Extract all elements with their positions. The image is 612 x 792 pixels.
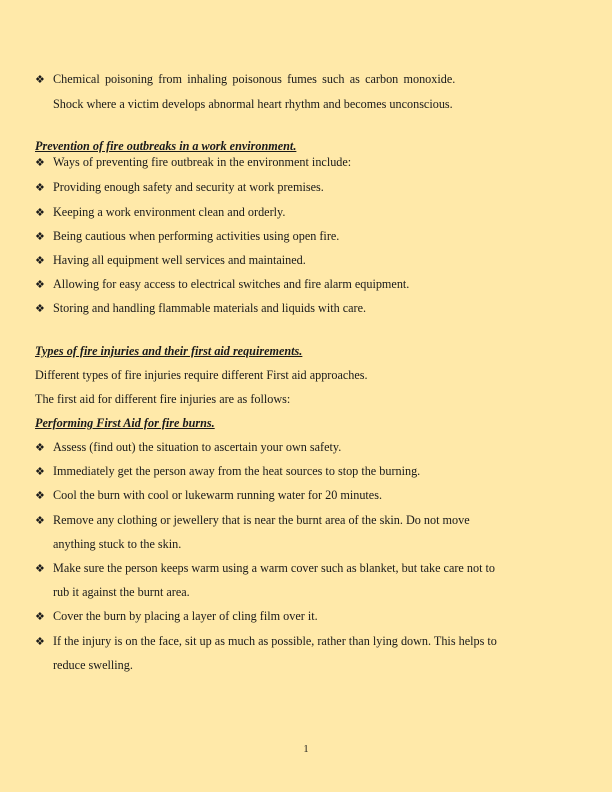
prevention-item: [35, 228, 339, 245]
first-aid-item: [35, 439, 341, 456]
first-aid-item-cont: reduce swelling.: [53, 658, 133, 672]
first-aid-item: [35, 463, 420, 480]
page-number: 1: [303, 744, 309, 755]
first-aid-item-text: If the injury is on the face, sit up as much as possible, rather than lying down. This helps to: [53, 634, 497, 648]
bullet-icon: ❖: [35, 636, 45, 648]
prevention-item-text: Having all equipment well services and maintained.: [53, 253, 306, 267]
bullet-icon: ❖: [35, 157, 45, 169]
intro-text: Chemical poisoning from inhaling poisonous fumes such as carbon monoxide.: [53, 72, 456, 86]
bullet-icon: ❖: [35, 563, 45, 575]
bullet-icon: ❖: [35, 182, 45, 194]
first-aid-item-text: Assess (find out) the situation to ascertain your own safety.: [53, 440, 342, 454]
first-aid-item-text: Immediately get the person away from the heat sources to stop the burning.: [53, 464, 421, 478]
first-aid-item: [35, 560, 495, 577]
injuries-paragraph-2: The first aid for different fire injuries are as follows:: [35, 392, 291, 406]
first-aid-item-text: Make sure the person keeps warm using a warm cover such as blanket, but take care not to: [53, 561, 495, 575]
bullet-icon: ❖: [35, 611, 45, 623]
bullet-icon: ❖: [35, 490, 45, 502]
first-aid-item-text: Cool the burn with cool or lukewarm running water for 20 minutes.: [53, 488, 382, 502]
prevention-heading: Prevention of fire outbreaks in a work environment.: [35, 139, 297, 153]
first-aid-item-text: Cover the burn by placing a layer of cling film over it.: [53, 609, 318, 623]
prevention-item-text: Ways of preventing fire outbreak in the environment include:: [53, 155, 352, 169]
intro-text-cont: Shock where a victim develops abnormal heart rhythm and becomes unconscious.: [53, 97, 453, 111]
prevention-item: [35, 252, 306, 269]
prevention-item: [35, 154, 351, 171]
bullet-icon: ❖: [35, 515, 45, 527]
injuries-paragraph-1: Different types of fire injuries require different First aid approaches.: [35, 368, 368, 382]
intro-bullet-line-1: [35, 71, 455, 88]
first-aid-item-text: Remove any clothing or jewellery that is near the burnt area of the skin. Do not move: [53, 513, 470, 527]
bullet-icon: ❖: [35, 466, 45, 478]
prevention-item-text: Being cautious when performing activities using open fire.: [53, 229, 340, 243]
bullet-icon: ❖: [35, 303, 45, 315]
injuries-heading: Types of fire injuries and their first aid requirements.: [35, 344, 303, 358]
prevention-item: [35, 204, 285, 221]
first-aid-item: [35, 487, 382, 504]
prevention-item-text: Allowing for easy access to electrical switches and fire alarm equipment.: [53, 277, 410, 291]
bullet-icon: ❖: [35, 231, 45, 243]
bullet-icon: ❖: [35, 255, 45, 267]
first-aid-item: [35, 512, 470, 529]
intro-bullet-line-2: [53, 96, 453, 112]
bullet-icon: ❖: [35, 442, 45, 454]
prevention-item-text: Keeping a work environment clean and orderly.: [53, 205, 286, 219]
first-aid-item-cont: rub it against the burnt area.: [53, 585, 190, 599]
bullet-icon: ❖: [35, 207, 45, 219]
prevention-item: [35, 276, 409, 293]
first-aid-subheading: Performing First Aid for fire burns.: [35, 416, 215, 430]
prevention-item: [35, 179, 324, 196]
first-aid-item: [35, 608, 318, 625]
bullet-icon: ❖: [35, 74, 45, 86]
bullet-icon: ❖: [35, 279, 45, 291]
prevention-item-text: Providing enough safety and security at work premises.: [53, 180, 324, 194]
prevention-item-text: Storing and handling flammable materials and liquids with care.: [53, 301, 367, 315]
prevention-item: [35, 300, 366, 317]
first-aid-item: [35, 633, 497, 650]
first-aid-item-cont: anything stuck to the skin.: [53, 537, 182, 551]
